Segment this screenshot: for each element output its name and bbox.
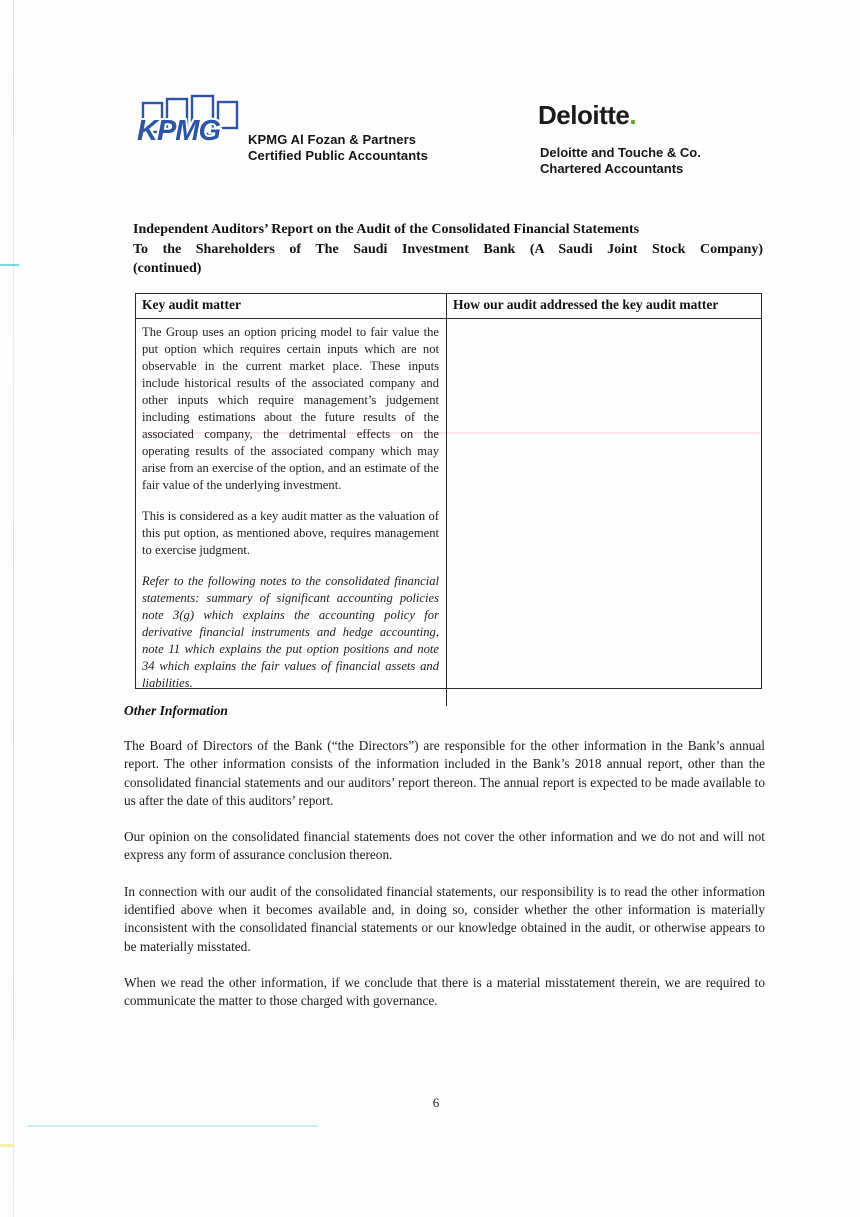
scan-cyan-line xyxy=(28,1125,318,1127)
scan-cyan-dash xyxy=(0,264,19,266)
report-title-line2: To the Shareholders of The Saudi Investment Bank (A Saudi Joint Stock Company) xyxy=(133,241,763,257)
deloitte-firm-block xyxy=(540,145,701,177)
body-paragraph: The Board of Directors of the Bank (“the Directors”) are responsible for the other information in the Bank’s annual report. The other information consists of the information included in the Bank’s 2018 annual report, other than the consolidated financial statements and our auditors’ report thereon. The annual report is expected to be made available to us after the date of this auditors’ report. xyxy=(124,738,765,808)
other-information-body xyxy=(124,737,765,1029)
kam-paragraph: This is considered as a key audit matter as the valuation of this put option, as mentioned above, requires management to exercise judgment. xyxy=(142,509,439,557)
page-number: 6 xyxy=(432,1095,440,1110)
deloitte-logo xyxy=(538,100,636,131)
scan-yellow-dash xyxy=(0,1144,13,1147)
body-paragraph: In connection with our audit of the consolidated financial statements, our responsibility is to read the other information identified above when it becomes available and, in doing so, consider whether the other information is materially inconsistent with the consolidated financial statements or our knowledge obtained in the audit, or otherwise appears to be materially misstated. xyxy=(124,883,765,954)
kam-paragraph: The Group uses an option pricing model to fair value the put option which requires certain inputs which are not observable in the current market place. These inputs include historical results of the associated company and other inputs which require management’s judgement including estimations about the future results of the associated company, the detrimental effects on the operating results of the associated company which may arise from an exercise of the option, and an estimate of the fair value of the underlying investment. xyxy=(142,325,439,492)
kpmg-wordmark: KPMG xyxy=(137,115,220,147)
table-header-key-audit-matter: Key audit matter xyxy=(136,294,447,318)
kam-paragraph-note-reference: Refer to the following notes to the consolidated financial statements: summary of significant accounting policies note 3(g) which explains the accounting policy for derivative financial instruments and hedge accounting, note 11 which explains the put option positions and note 34 which explains the fair values of financial assets and liabilities. xyxy=(142,574,439,690)
scan-edge-line xyxy=(13,0,14,1217)
table-header-row xyxy=(136,294,761,319)
table-cell-key-audit-matter xyxy=(136,319,447,706)
kpmg-firm-subtitle: Certified Public Accountants xyxy=(248,148,429,163)
kpmg-logo-icon xyxy=(136,94,246,148)
deloitte-firm-name: Deloitte and Touche & Co. xyxy=(540,145,701,160)
report-title-line3: (continued) xyxy=(133,261,202,276)
deloitte-wordmark: Deloitte xyxy=(538,100,630,130)
key-audit-matter-table xyxy=(135,293,762,689)
section-heading-other-information: Other Information xyxy=(124,703,228,718)
body-paragraph: Our opinion on the consolidated financial statements does not cover the other information and we do not and will not express any form of assurance conclusion thereon. xyxy=(124,829,765,863)
table-header-audit-response: How our audit addressed the key audit matter xyxy=(453,297,719,312)
table-cell-audit-response xyxy=(447,319,761,706)
table-body-row xyxy=(136,319,761,706)
kpmg-firm-name: KPMG Al Fozan & Partners xyxy=(248,132,417,147)
deloitte-green-dot-icon: . xyxy=(629,100,637,130)
body-paragraph: When we read the other information, if we conclude that there is a material misstatement therein, we are required to communicate the matter to those charged with governance. xyxy=(124,974,765,1009)
deloitte-firm-subtitle: Chartered Accountants xyxy=(540,161,684,176)
report-title-line1: Independent Auditors’ Report on the Audit of the Consolidated Financial Statements xyxy=(133,222,640,237)
kpmg-firm-block xyxy=(248,132,428,164)
report-title xyxy=(133,220,763,279)
